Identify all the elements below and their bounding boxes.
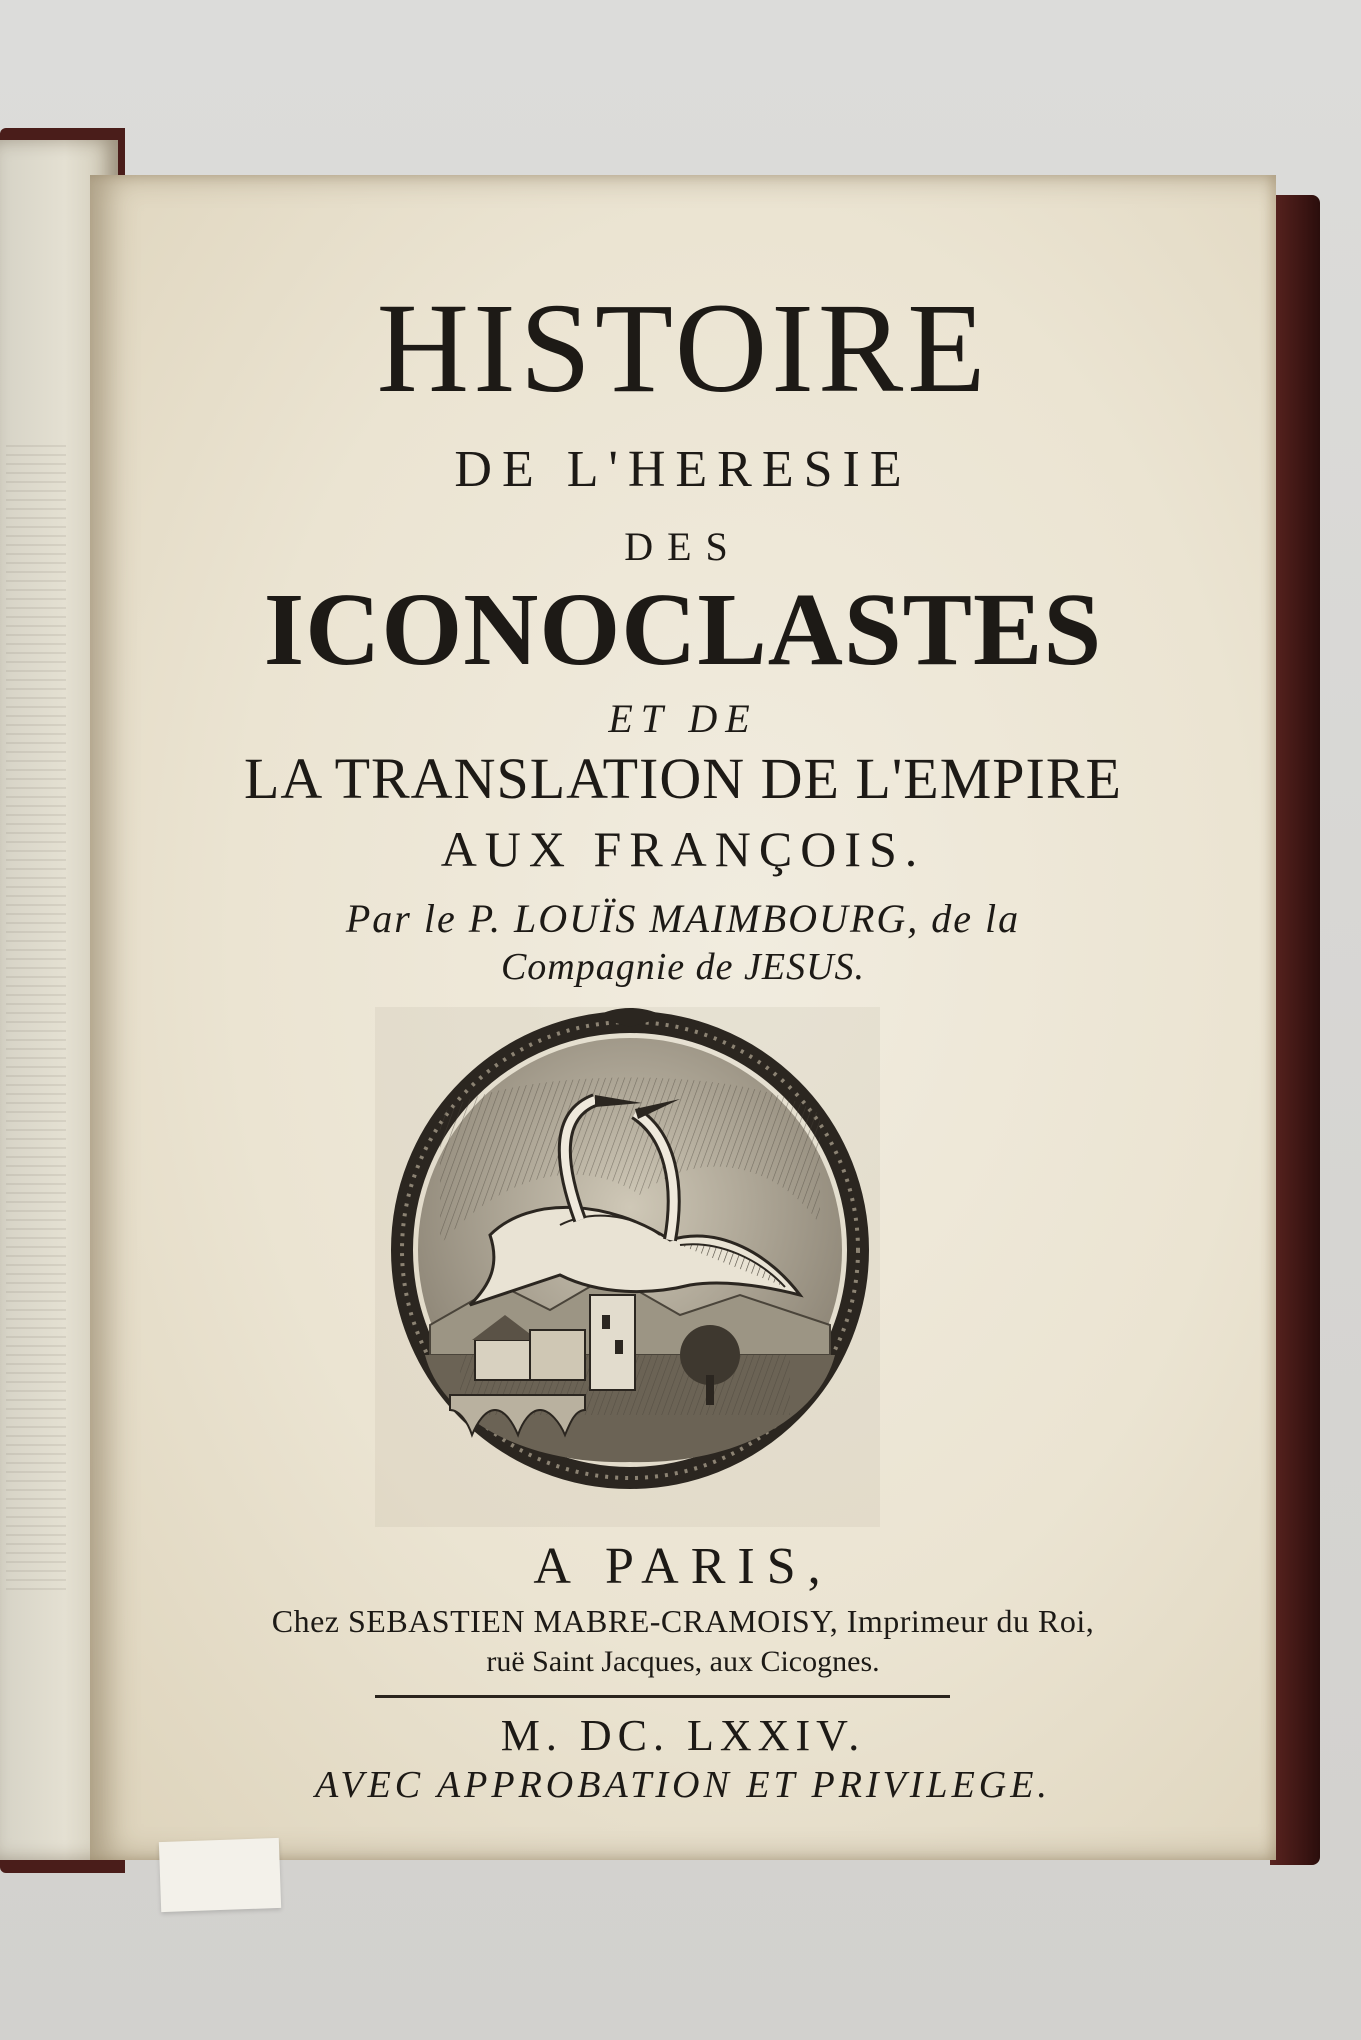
imprint-printer: Chez SEBASTIEN MABRE-CRAMOISY, Imprimeur du Roi, [271, 1603, 1095, 1639]
imprint-place: A PARIS, [533, 1538, 833, 1595]
left-page-show-through [6, 440, 66, 1590]
imprint-date: M. DC. LXXIV. [500, 1711, 866, 1760]
title-translation: LA TRANSLATION DE L'EMPIRE [244, 746, 1122, 811]
title-iconoclastes: ICONOCLASTES [263, 572, 1103, 687]
title-des: DES [624, 524, 742, 569]
imprint-street: ruë Saint Jacques, aux Cicognes. [486, 1645, 880, 1678]
title-et-de: ET DE [608, 696, 758, 741]
title-histoire: HISTOIRE [376, 277, 990, 419]
title-aux-francois: AUX FRANÇOIS. [440, 821, 926, 877]
divider-rule [375, 1695, 950, 1698]
title-de-lheresie: DE L'HERESIE [454, 441, 912, 498]
imprint-privilege: AVEC APPROBATION ET PRIVILEGE. [315, 1764, 1051, 1806]
title-page [90, 175, 1276, 1860]
bookmark-slip [159, 1838, 281, 1912]
right-cover-board [1270, 195, 1320, 1865]
author-line: Par le P. LOUÏS MAIMBOURG, de la [345, 896, 1021, 941]
author-company-line: Compagnie de JESUS. [500, 946, 866, 988]
ouroboros-storks-emblem-icon [380, 995, 880, 1495]
